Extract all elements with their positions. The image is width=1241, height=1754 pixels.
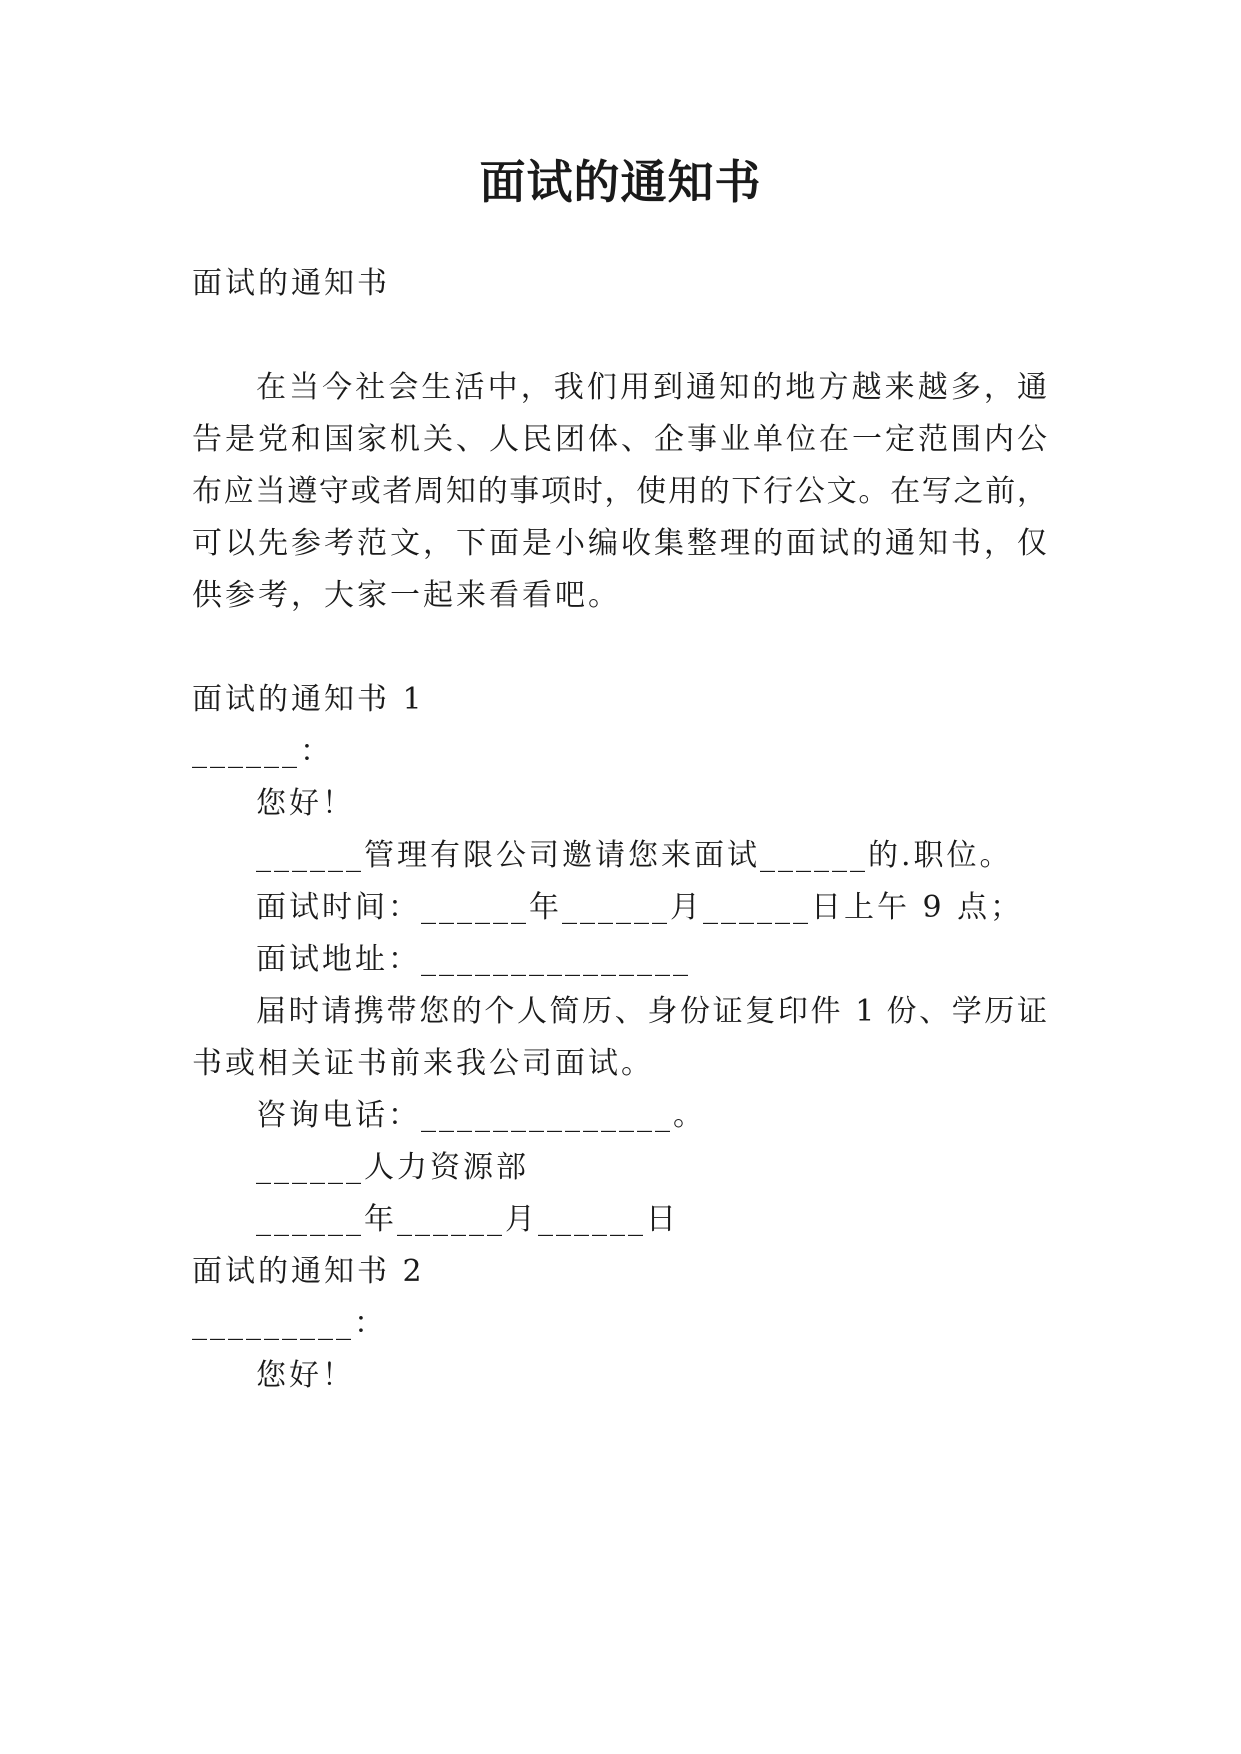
section2-greeting: 您好！ [256, 1358, 355, 1393]
section1-heading: 面试的通知书 1 [192, 682, 425, 717]
section1-bring-line-2: 书或相关证书前来我公司面试。 [192, 1046, 654, 1081]
intro-line-2: 告是党和国家机关、人民团体、企事业单位在一定范围内公 [192, 422, 1047, 457]
intro-line-1: 在当今社会生活中，我们用到通知的地方越来越多，通 [256, 370, 1047, 405]
section1-greeting: 您好！ [256, 786, 355, 821]
section2-addressee: _________： [192, 1306, 387, 1341]
section1-invite: ______管理有限公司邀请您来面试______的.职位。 [256, 838, 1013, 873]
intro-line-4: 可以先参考范文，下面是小编收集整理的面试的通知书，仅 [192, 526, 1047, 561]
section1-address: 面试地址：_______________ [256, 942, 691, 977]
section1-department: ______人力资源部 [256, 1150, 529, 1185]
section1-time: 面试时间：______年______月______日上午 9 点； [256, 890, 1024, 925]
section1-bring-line-1: 届时请携带您的个人简历、身份证复印件 1 份、学历证 [256, 994, 1047, 1029]
section1-phone: 咨询电话：______________。 [256, 1098, 706, 1133]
document-subtitle: 面试的通知书 [192, 266, 390, 301]
section2-heading: 面试的通知书 2 [192, 1254, 425, 1289]
section1-addressee: ______： [192, 734, 333, 769]
intro-line-5: 供参考，大家一起来看看吧。 [192, 578, 621, 613]
section1-date: ______年______月______日 [256, 1202, 679, 1237]
document-title: 面试的通知书 [479, 155, 762, 209]
intro-line-3: 布应当遵守或者周知的事项时，使用的下行公文。在写之前， [192, 474, 1047, 509]
